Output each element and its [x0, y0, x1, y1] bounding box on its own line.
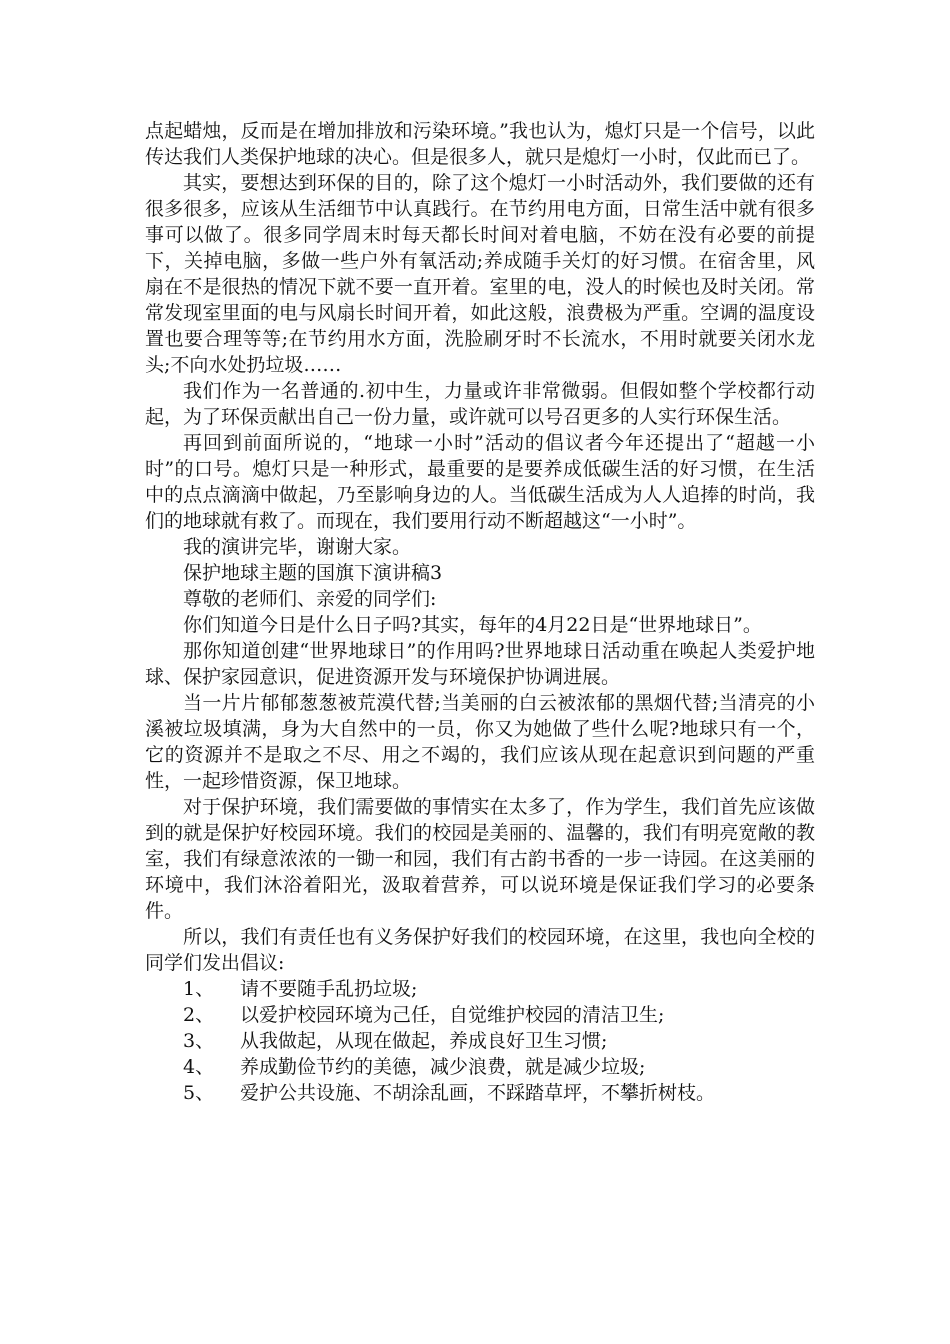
proposal-number: 4、	[183, 1056, 215, 1078]
paragraph: 保护地球主题的国旗下演讲稿3	[183, 562, 443, 584]
proposal-item	[145, 1080, 815, 1106]
proposal-text: 从我做起，从现在做起，养成良好卫生习惯;	[240, 1030, 608, 1052]
paragraph: 那你知道创建“世界地球日”的作用吗?世界地球日活动重在唤起人类爱护地球、保护家园意识，促进资源开发与环境保护协调进展。	[145, 640, 815, 688]
proposal-number: 1、	[183, 978, 215, 1000]
proposal-text: 养成勤俭节约的美德，减少浪费，就是减少垃圾;	[240, 1056, 646, 1078]
paragraph: 当一片片郁郁葱葱被荒漠代替;当美丽的白云被浓郁的黑烟代替;当清亮的小溪被垃圾填满，身为大自然中的一员，你又为她做了些什么呢?地球只有一个，它的资源并不是取之不尽、用之不竭的，我们应该从现在起意识到问题的严重性，一起珍惜资源，保卫地球。	[145, 692, 815, 792]
paragraph: 我的演讲完毕，谢谢大家。	[183, 536, 412, 558]
proposal-number: 5、	[183, 1082, 215, 1104]
proposal-text: 请不要随手乱扔垃圾;	[240, 978, 418, 1000]
proposal-item	[145, 1002, 815, 1028]
paragraph: 你们知道今日是什么日子吗?其实，每年的4月22日是“世界地球日”。	[183, 614, 762, 636]
paragraph: 再回到前面所说的，“地球一小时”活动的倡议者今年还提出了“超越一小时”的口号。熄灯只是一种形式，最重要的是要养成低碳生活的好习惯，在生活中的点点滴滴中做起，乃至影响身边的人。当低碳生活成为人人追捧的时尚，我们的地球就有救了。而现在，我们要用行动不断超越这“一小时”。	[145, 432, 815, 532]
proposal-item	[145, 1054, 815, 1080]
proposal-list	[145, 976, 815, 1106]
paragraph: 我们作为一名普通的.初中生，力量或许非常微弱。但假如整个学校都行动起，为了环保贡献出自己一份力量，或许就可以号召更多的人实行环保生活。	[145, 380, 815, 428]
proposal-text: 爱护公共设施、不胡涂乱画，不踩踏草坪，不攀折树枝。	[240, 1082, 716, 1104]
paragraph: 对于保护环境，我们需要做的事情实在太多了，作为学生，我们首先应该做到的就是保护好校园环境。我们的校园是美丽的、温馨的，我们有明亮宽敞的教室，我们有绿意浓浓的一锄一和园，我们有古韵书香的一步一诗园。在这美丽的环境中，我们沐浴着阳光，汲取着营养，可以说环境是保证我们学习的必要条件。	[145, 796, 815, 922]
paragraph: 尊敬的老师们、亲爱的同学们:	[183, 588, 437, 610]
paragraph: 其实，要想达到环保的目的，除了这个熄灯一小时活动外，我们要做的还有很多很多，应该从生活细节中认真践行。在节约用电方面，日常生活中就有很多事可以做了。很多同学周末时每天都长时间对着电脑，不妨在没有必要的前提下，关掉电脑，多做一些户外有氧活动;养成随手关灯的好习惯。在宿舍里，风扇在不是很热的情况下就不要一直开着。室里的电，没人的时候也及时关闭。常常发现室里面的电与风扇长时间开着，如此这般，浪费极为严重。空调的温度设置也要合理等等;在节约用水方面，洗脸刷牙时不长流水，不用时就要关闭水龙头;不向水处扔垃圾……	[145, 172, 815, 376]
paragraph: 点起蜡烛，反而是在增加排放和污染环境。”我也认为，熄灯只是一个信号，以此传达我们人类保护地球的决心。但是很多人，就只是熄灯一小时，仅此而已了。	[145, 120, 815, 168]
proposal-number: 2、	[183, 1004, 215, 1026]
proposal-number: 3、	[183, 1030, 215, 1052]
speech-body	[145, 118, 815, 976]
proposal-text: 以爱护校园环境为己任，自觉维护校园的清洁卫生;	[240, 1004, 665, 1026]
proposal-item	[145, 1028, 815, 1054]
proposal-item	[145, 976, 815, 1002]
document-page	[145, 118, 815, 1106]
paragraph: 所以，我们有责任也有义务保护好我们的校园环境，在这里，我也向全校的同学们发出倡议:	[145, 926, 815, 974]
